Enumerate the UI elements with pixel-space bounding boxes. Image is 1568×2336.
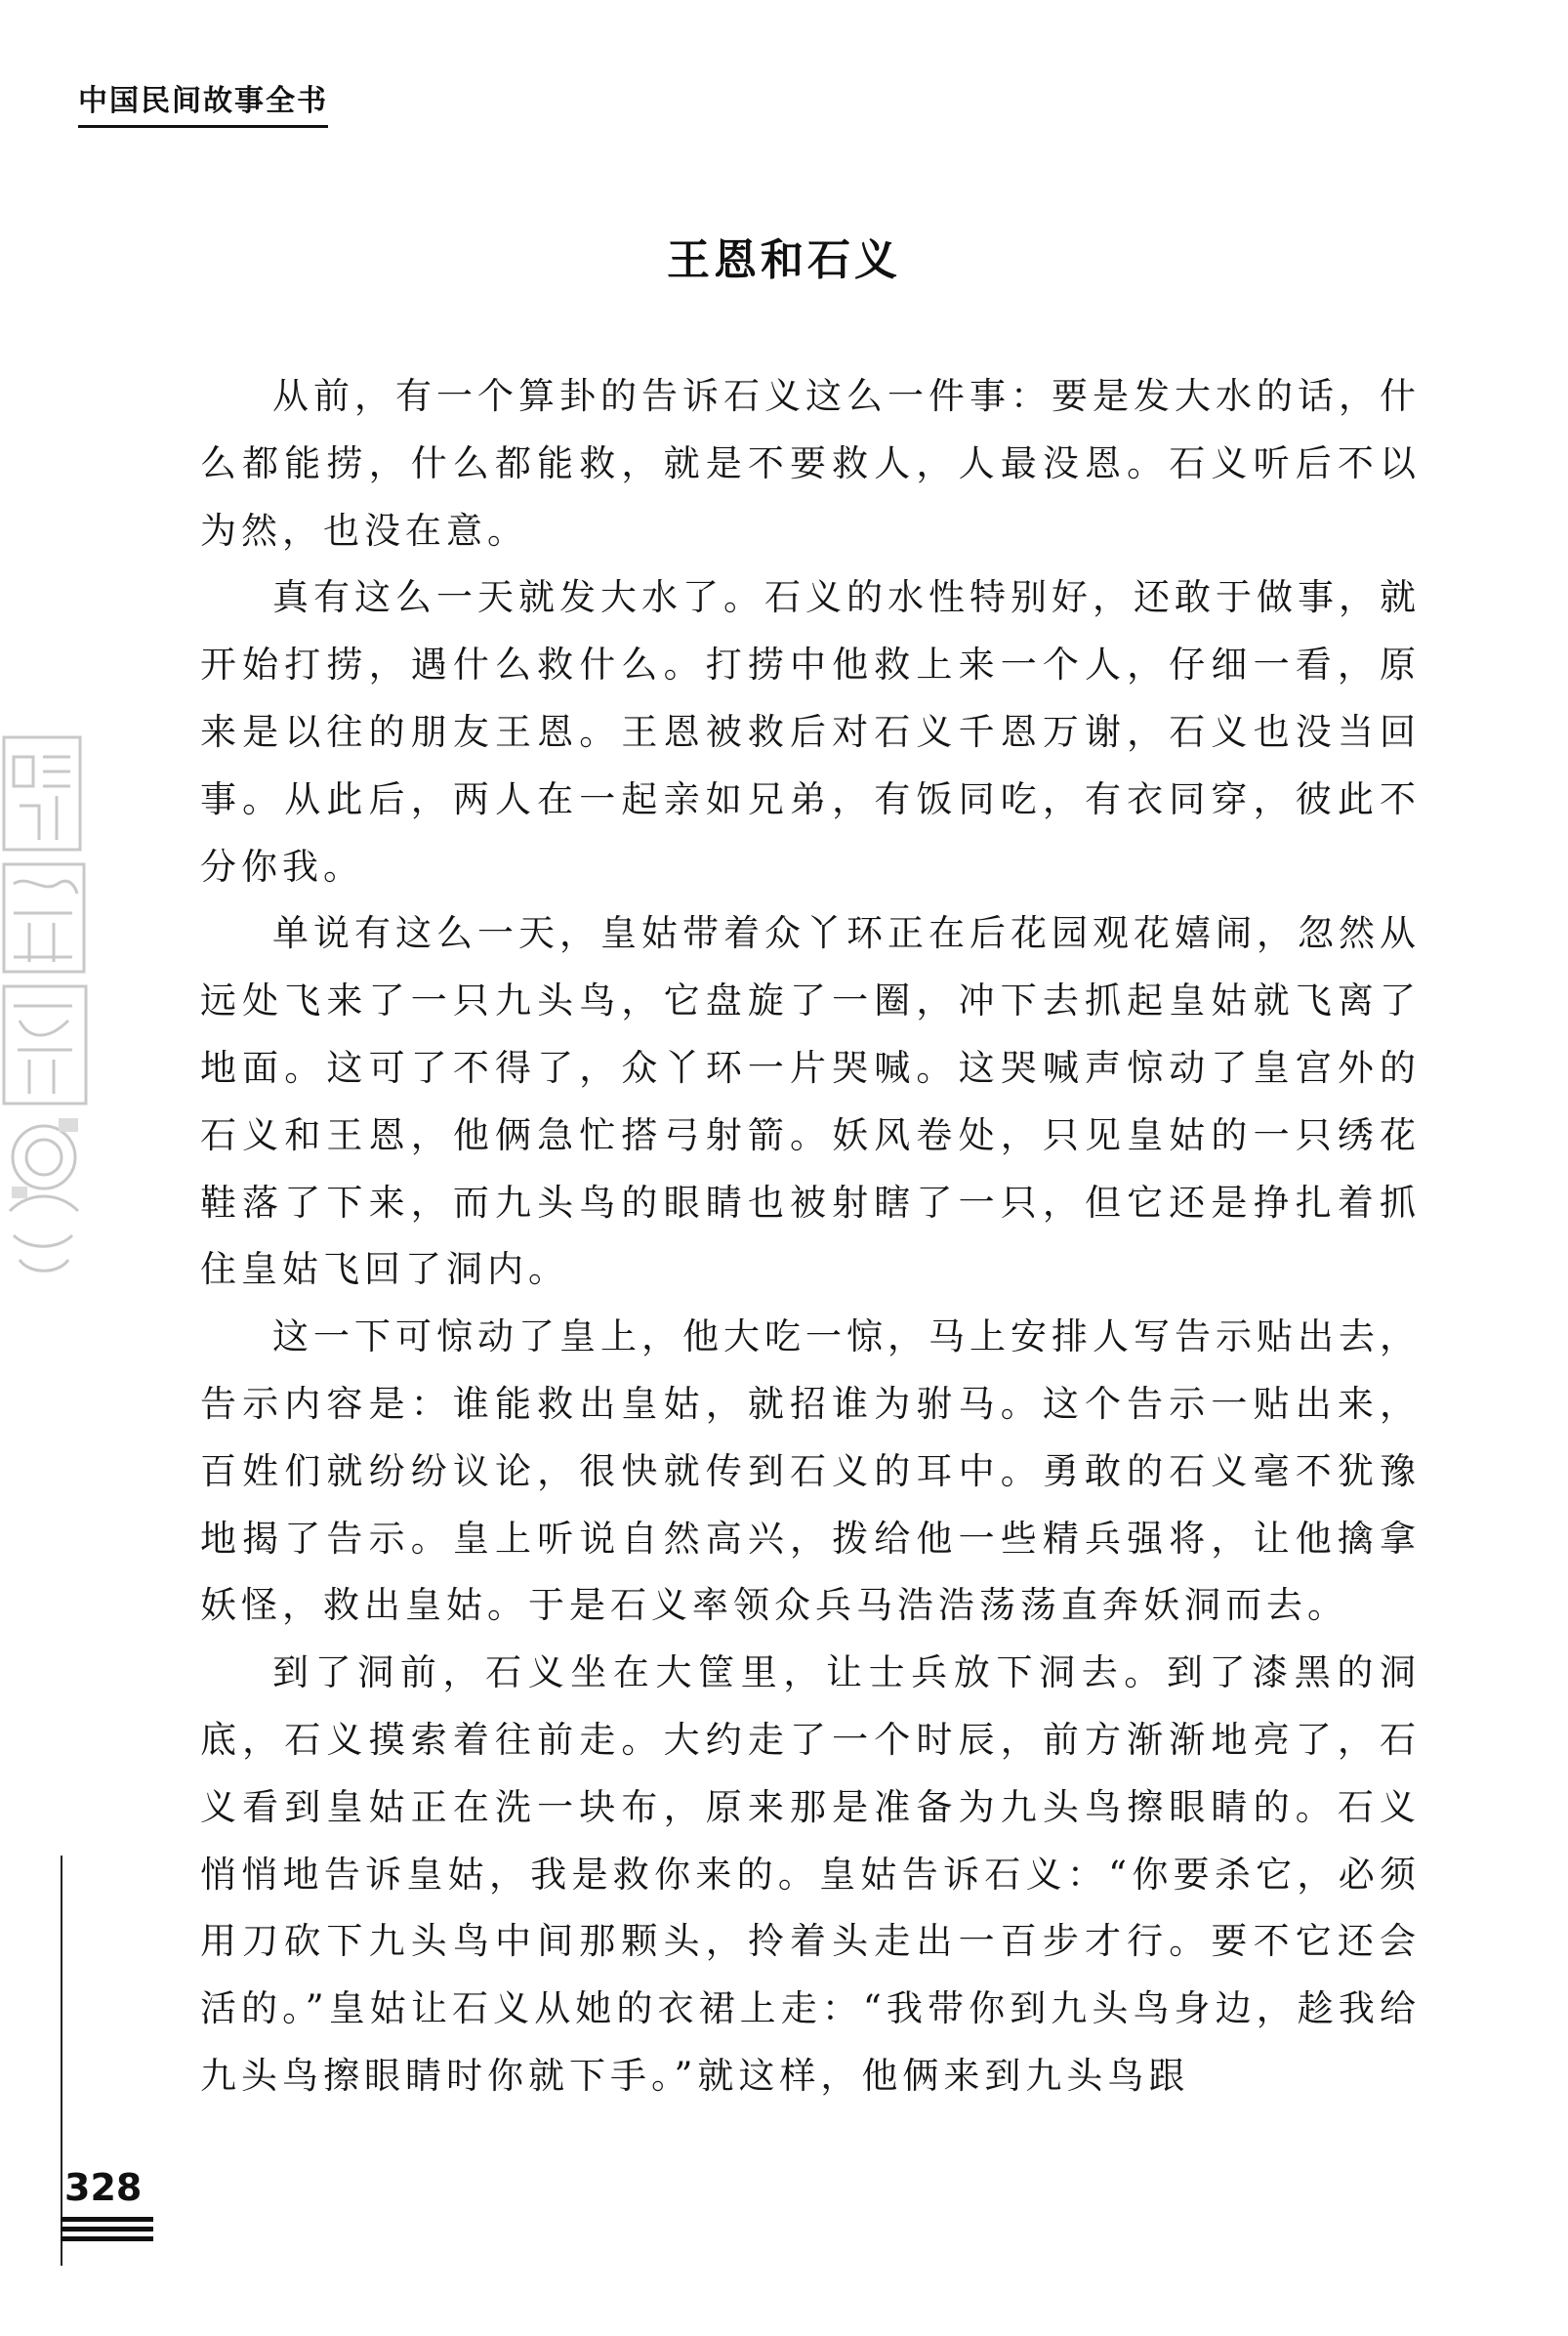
paragraph: 这一下可惊动了皇上，他大吃一惊，马上安排人写告示贴出去，告示内容是：谁能救出皇姑，就招谁为驸马。这个告示一贴出来，百姓们就纷纷议论，很快就传到石义的耳中。勇敢的石义毫不犹豫地揭了告示。皇上听说自然高兴，拨给他一些精兵强将，让他擒拿妖怪，救出皇姑。于是石义率领众兵马浩浩荡荡直奔妖洞而去。 [200,1315,1421,1627]
paragraph: 到了洞前，石义坐在大筐里，让士兵放下洞去。到了漆黑的洞底，石义摸索着往前走。大约走了一个时辰，前方渐渐地亮了，石义看到皇姑正在洗一块布，原来那是准备为九头鸟擦眼睛的。石义悄悄地告诉皇姑，我是救你来的。皇姑告诉石义：“你要杀它，必须用刀砍下九头鸟中间那颗头，拎着头走出一百步才行。要不它还会活的。”皇姑让石义从她的衣裙上走：“我带你到九头鸟身边，趁我给九头鸟擦眼睛时你就下手。”就这样，他俩来到九头鸟跟 [200,1651,1421,2097]
paragraph: 真有这么一天就发大水了。石义的水性特别好，还敢于做事，就开始打捞，遇什么救什么。打捞中他救上来一个人，仔细一看，原来是以往的朋友王恩。王恩被救后对石义千恩万谢，石义也没当回事。从此后，两人在一起亲如兄弟，有饭同吃，有衣同穿，彼此不分你我。 [200,576,1421,888]
paragraph: 单说有这么一天，皇姑带着众丫环正在后花园观花嬉闹，忽然从远处飞来了一只九头鸟，它盘旋了一圈，冲下去抓起皇姑就飞离了地面。这可了不得了，众丫环一片哭喊。这哭喊声惊动了皇宫外的石义和王恩，他俩急忙搭弓射箭。妖风卷处，只见皇姑的一只绣花鞋落了下来，而九头鸟的眼睛也被射瞎了一只，但它还是挣扎着抓住皇姑飞回了洞内。 [200,912,1421,1291]
story-title: 王恩和石义 [667,235,901,285]
left-margin-rule [61,1856,62,2266]
story-body [200,363,1421,2110]
page-number-underline-bars [61,2217,153,2246]
decorative-seal-ornament [0,728,98,1304]
running-header-book-title: 中国民间故事全书 [78,76,328,128]
paragraph: 从前，有一个算卦的告诉石义这么一件事：要是发大水的话，什么都能捞，什么都能救，就是不要救人，人最没恩。石义听后不以为然，也没在意。 [200,375,1421,552]
page-number: 328 [64,2166,143,2209]
